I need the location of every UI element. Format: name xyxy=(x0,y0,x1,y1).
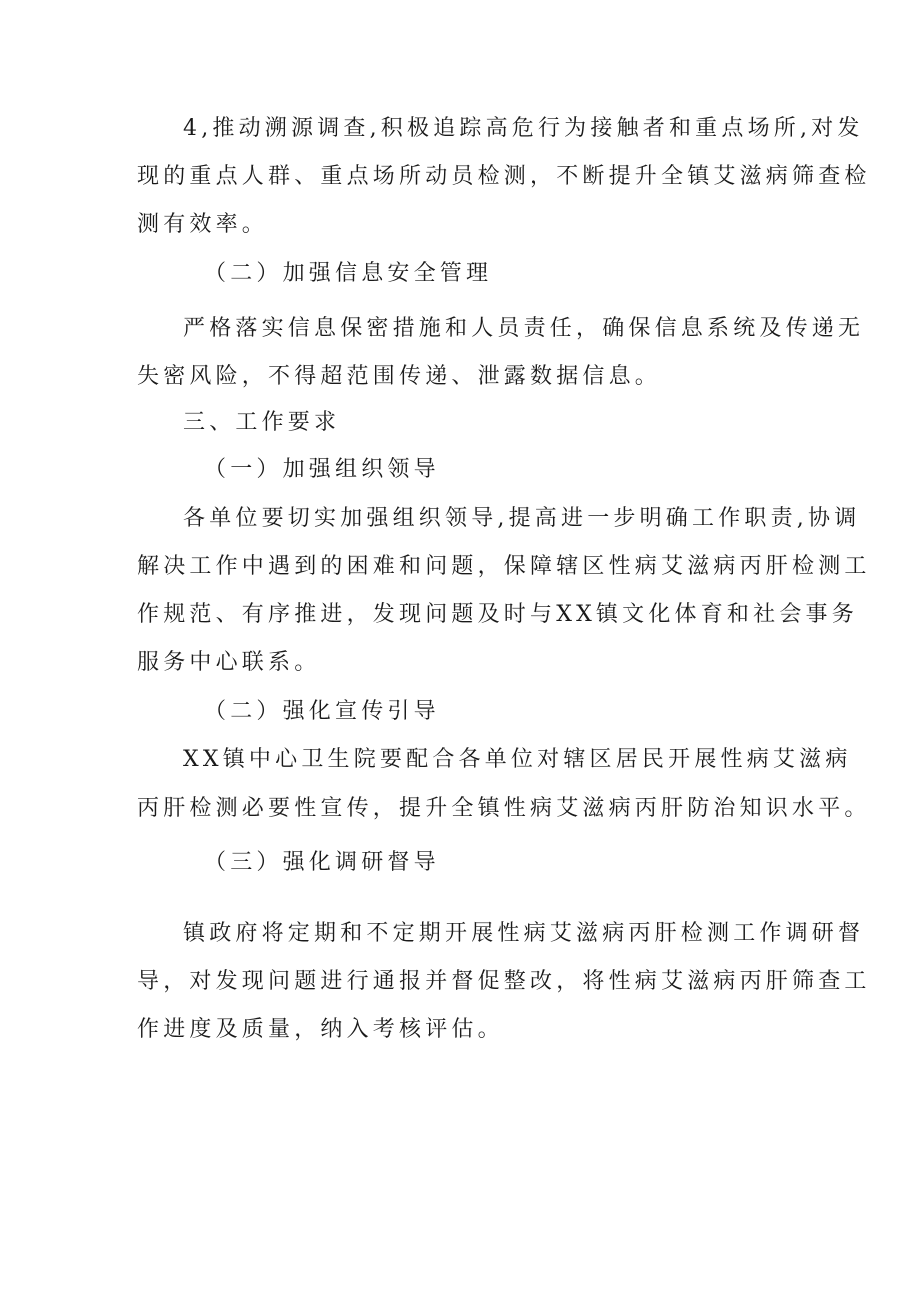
paragraph-3-line-4: 服务中心联系。 xyxy=(137,650,321,675)
section-heading-work-requirements: 三、工作要求 xyxy=(183,410,341,435)
paragraph-3-line-2: 解决工作中遇到的困难和问题，保障辖区性病艾滋病丙肝检测工 xyxy=(137,554,871,579)
paragraph-2-line-1: 严格落实信息保密措施和人员责任，确保信息系统及传递无 xyxy=(183,316,865,341)
section-heading-organization: （一）加强组织领导 xyxy=(204,457,440,482)
paragraph-1-line-3: 测有效率。 xyxy=(137,212,269,237)
section-heading-supervision: （三）强化调研督导 xyxy=(204,850,440,875)
paragraph-4-line-2: 丙肝检测必要性宣传，提升全镇性病艾滋病丙肝防治知识水平。 xyxy=(137,796,871,821)
paragraph-5-line-1: 镇政府将定期和不定期开展性病艾滋病丙肝检测工作调研督 xyxy=(183,921,865,946)
section-heading-info-security: （二）加强信息安全管理 xyxy=(204,261,493,286)
paragraph-3-line-3: 作规范、有序推进，发现问题及时与XX镇文化体育和社会事务 xyxy=(137,602,858,627)
paragraph-3-line-1: 各单位要切实加强组织领导,提高进一步明确工作职责,协调 xyxy=(183,506,861,531)
paragraph-2-line-2: 失密风险，不得超范围传递、泄露数据信息。 xyxy=(137,364,662,389)
paragraph-4-line-1: XX镇中心卫生院要配合各单位对辖区居民开展性病艾滋病 xyxy=(183,747,852,772)
paragraph-1-line-2: 现的重点人群、重点场所动员检测，不断提升全镇艾滋病筛查检 xyxy=(137,164,871,189)
paragraph-5-line-2: 导，对发现问题进行通报并督促整改，将性病艾滋病丙肝筛查工 xyxy=(137,969,871,994)
paragraph-1-line-1: 4,推动溯源调查,积极追踪高危行为接触者和重点场所,对发 xyxy=(183,116,864,141)
section-heading-publicity: （二）强化宣传引导 xyxy=(204,699,440,724)
paragraph-5-line-3: 作进度及质量，纳入考核评估。 xyxy=(137,1017,504,1042)
